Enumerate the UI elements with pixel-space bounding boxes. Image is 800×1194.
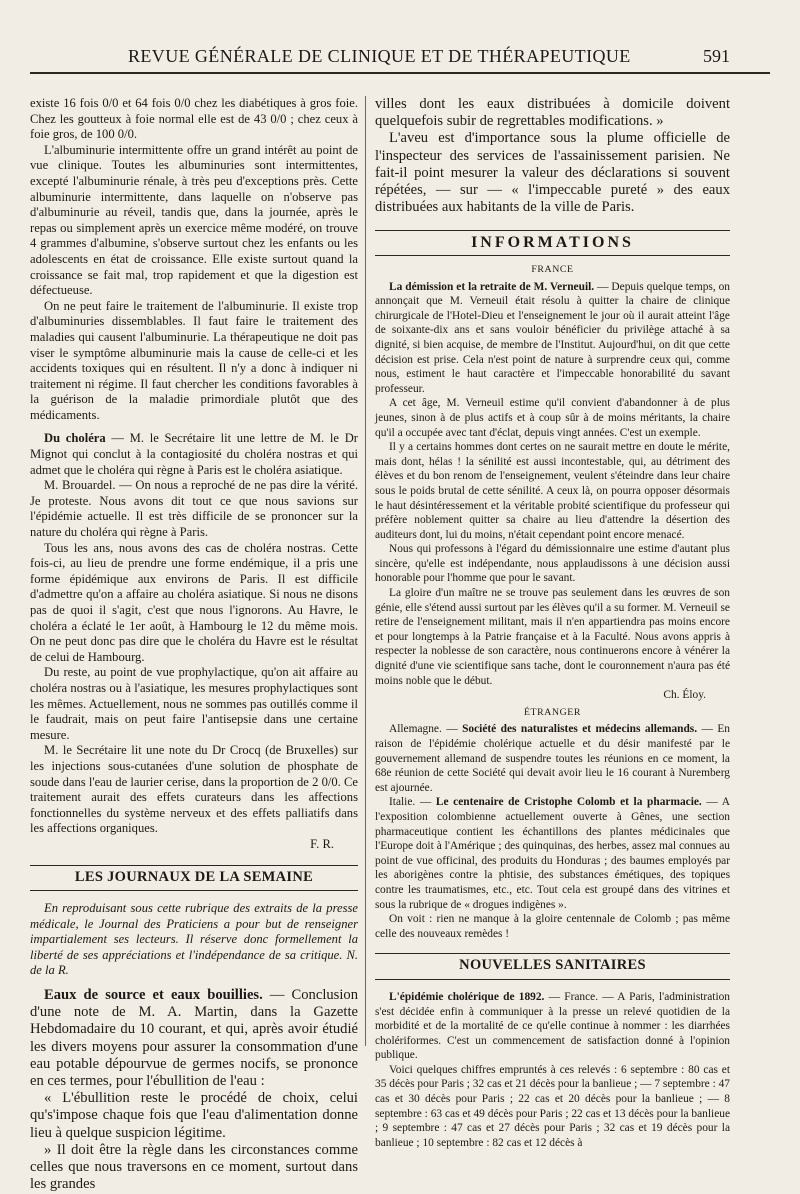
- signature: Ch. Éloy.: [663, 689, 706, 702]
- page-number: 591: [703, 46, 730, 66]
- paragraph: La gloire d'un maître ne se trouve pas seulement dans les œuvres de son génie, elle s'étend aussi surtout par les élèves qu'il a su former. M. Verneuil se retire de l'enseignement militant, mais il n'en appartiendra pas moins encore et pour longtemps à la Patrie française et à la Faculté. Nous avons appris à respecter la noblesse de son caractère, nous continuerons encore à vénérer la dignité d'une vie scientifique sans tache, dont le couronnement n'aura pas été moins noble que le début.: [375, 587, 730, 687]
- italie-heading: Le centenaire de Cristophe Colomb et la pharmacie.: [435, 796, 702, 809]
- verneuil-paragraph: La démission et la retraite de M. Verneuil. — Depuis quelque temps, on annonçait que M. Verneuil était résolu à quitter la chaire de clinique chirurgicale de l'Hotel-Dieu et l'enseignement le jour où il aurait atteint l'âge de soixante-dix ans et sans vouloir bénéficier du privilège attaché à sa dignité, si bien acquise, de membre de l'Institut. Aujourd'hui, on dit que cette décision est prise. Cela n'est point de nature à surprendre ceux qui, comme nous, estiment le haut caractère et l'impeccable honorabilité du savant professeur.: [375, 280, 731, 395]
- section-heading: LES JOURNAUX DE LA SEMAINE: [30, 865, 358, 892]
- right-column: [375, 96, 730, 1150]
- paragraph: » Il doit être la règle dans les circonstances comme celles que nous traversons en ce moment, surtout dans les grandes: [30, 1141, 358, 1193]
- allemagne-paragraph: Allemagne. — Société des naturalistes et médecins allemands. — En raison de l'épidémie cholérique actuelle et du désir manifesté par le gouvernement allemand de suspendre toutes les réunions en ce moment, la 68e réunion de cette Société qui devait avoir lieu le 16 courant à Nuremberg est ajournée.: [375, 723, 730, 794]
- allemagne-heading: Société des naturalistes et médecins allemands.: [462, 723, 698, 736]
- paragraph: Nous qui professons à l'égard du démissionnaire une estime d'autant plus sincère, qu'elle est indépendante, nous applaudissons à une décision aussi honorable pour l'homme que pour le savant.: [375, 543, 730, 585]
- informations-heading: INFORMATIONS: [375, 230, 730, 256]
- paragraph: Voici quelques chiffres empruntés à ces relevés : 6 septembre : 80 cas et 35 décès pour Paris ; 32 cas et 21 décès pour la banlieue ; — 7 septembre : 47 cas et 30 décès pour Paris ; 22 cas et 20 décès pour la banlieue ; — 8 septembre : 63 cas et 49 décès pour Paris ; 22 cas et 13 décès pour la banlieue ; 9 septembre : 47 cas et 27 décès pour Paris ; 32 cas et 19 décès pour la banlieue ; 10 septembre : 82 cas et 12 décès à: [375, 1063, 730, 1149]
- header-rule: [30, 72, 770, 74]
- subheading-etranger: ÉTRANGER: [523, 706, 582, 718]
- section-heading: NOUVELLES SANITAIRES: [375, 953, 730, 980]
- eaux-heading: Eaux de source et eaux bouillies.: [44, 987, 263, 1004]
- paragraph: Tous les ans, nous avons des cas de choléra nostras. Cette fois-ci, au lieu de prendre une forme endémique, il a pris une forme épidémique aux environs de Paris. Il est difficile d'admettre qu'on a affaire au choléra asiatique. Si nous ne disons pas de quoi il s'agit, c'est que nous l'ignorons. Au Havre, le choléra a éclaté le 1er août, à Hambourg le 12 du même mois. On ne peut donc pas dire que le choléra du Havre est le résultat de celui de Hambourg.: [30, 540, 358, 664]
- italie-paragraph: Italie. — Le centenaire de Cristophe Colomb et la pharmacie. — A l'exposition colombienne actuellement ouverte à Gênes, une section pharmaceutique contient les échantillons des plantes médicinales que l'Europe doit à l'Amérique ; des quinquinas, des herbes, assez mal connues au point de vue officinal, des produits du Honduras ; des baumes employés par les aborigènes contre la phtisie, des substances émétiques, des topiques contre les traumatismes, etc., etc. Tout cela est groupé dans des vitrines et sous la rubrique de « drogues indigènes ».: [375, 796, 730, 911]
- subheading-france: FRANCE: [531, 264, 574, 276]
- paragraph: A cet âge, M. Verneuil estime qu'il convient d'abandonner à de plus jeunes, sinon à de plus actifs et à coup sûr à de moins méritants, la chaire qu'il a occupée avec tant d'éclat, depuis vingt années. C'est un exemple.: [375, 397, 730, 439]
- cholera-paragraph: Du choléra — M. le Secrétaire lit une lettre de M. le Dr Mignot qui conclut à la contagiosité du choléra nostras et qui admet que le choléra qui règne à Paris est le choléra asiatique.: [30, 431, 358, 477]
- intro-note: En reproduisant sous cette rubrique des extraits de la presse médicale, le Journal des Praticiens a pour but de renseigner impartialement ses lecteurs. Il réserve donc formellement la liberté de ses appréciations et l'indépendance de sa critique. N. de la R.: [30, 901, 358, 978]
- country-label: Italie.: [389, 796, 416, 809]
- paragraph: villes dont les eaux distribuées à domicile doivent quelquefois subir de regrettables modifications. »: [375, 96, 730, 130]
- paragraph: existe 16 fois 0/0 et 64 fois 0/0 chez les diabétiques à gros foie. Chez les goutteux à foie normal elle est de 43 0/0 ; chez ceux à foie gros, de 100 0/0.: [30, 96, 358, 142]
- verneuil-heading: La démission et la retraite de M. Verneuil.: [389, 280, 595, 293]
- journal-title: REVUE GÉNÉRALE DE CLINIQUE ET DE THÉRAPEUTIQUE: [128, 46, 631, 66]
- paragraph: L'aveu est d'importance sous la plume officielle de l'inspecteur des services de l'assainissement parisien. Ne fait-il point mesurer la valeur des déclarations si souvent répétées, — sur — « l'impeccable pureté » des eaux distribuées aux habitants de la ville de Paris.: [375, 130, 730, 216]
- eaux-paragraph: Eaux de source et eaux bouillies. — Conclusion d'une note de M. A. Martin, dans la Gazette Hebdomadaire du 10 courant, et qui, après avoir étudié les divers moyens pour assurer la consommation d'une eau potable dépourvue de germes nocifs, se prononce en ces termes, pour l'ébullition de l'eau :: [30, 987, 358, 1090]
- paragraph: L'albuminurie intermittente offre un grand intérêt au point de vue clinique. Toutes les albuminuries sont intermittentes, excepté l'albuminurie rénale, à très peu d'exceptions près. Cette albuminurie intermittente, dans laquelle on n'observe pas d'albuminurie au réveil, tandis que, dans la journée, après le repas ou simplement après un exercice même modéré, on trouve 4 grammes d'albumine, s'observe surtout chez les enfants ou les adolescents en état de croissance. Elle existe surtout quand la croissance se fait mal, trop rapidement et que la digestion est défectueuse.: [30, 142, 358, 298]
- column-divider: [365, 96, 366, 1046]
- cholera-heading: Du choléra: [44, 431, 106, 446]
- signature: F. R.: [310, 836, 334, 851]
- paragraph: On voit : rien ne manque à la gloire centennale de Colomb ; pas même celle des nouveaux remèdes !: [375, 913, 730, 940]
- page-header: [30, 40, 770, 74]
- paragraph: On ne peut faire le traitement de l'albuminurie. Il existe trop d'albuminuries dissemblables. Il faut faire le traitement des maladies qui causent l'albuminurie. La thérapeutique ne doit pas viser le symptôme albuminurie mais la cause de celle-ci et les accidents toxiques qui en résultent. Il n'y a donc à indiquer ni traitement ni régime. Il faut chercher les conditions favorables à la guérison de la maladie primordiale plutôt que des médicaments.: [30, 298, 358, 422]
- paragraph: Du reste, au point de vue prophylactique, qu'on ait affaire au choléra nostras ou à l'asiatique, les mesures prophylactiques sont les mêmes. Actuellement, nous ne sommes pas outillés comme il le faudrait, mais on peut faire l'antisepsie dans une certaine mesure.: [30, 665, 358, 742]
- country-label: Allemagne.: [389, 723, 442, 736]
- epidemie-heading: L'épidémie cholérique de 1892.: [389, 990, 545, 1003]
- paragraph: « L'ébullition reste le procédé de choix, celui qu's'impose chaque fois que l'eau d'alimentation donne lieu à quelque suspicion légitime.: [30, 1090, 358, 1141]
- paragraph: M. le Secrétaire lit une note du Dr Crocq (de Bruxelles) sur les injections sous-cutanées d'une solution de phosphate de soude dans l'eau de laurier cerise, dans la proportion de 2 0/0. Ce traitement aurait des effets curateurs dans les affections fonctionnelles du système nerveux et des effets palliatifs dans les affections organiques.: [30, 743, 358, 836]
- paragraph: M. Brouardel. — On nous a reproché de ne pas dire la vérité. Je proteste. Nous avons dit tout ce que nous savions sur l'épidémie actuelle. Il est très difficile de se prononcer sur la nature du choléra qui règne à Paris.: [30, 478, 358, 540]
- paragraph: Il y a certains hommes dont certes on ne saurait mettre en doute le mérite, mais dont, hélas ! la sénilité est aussi incontestable, qui, au détriment des élèves et du bon renom de l'enseignement, veulent s'éteindre dans leur chaire sous le poids brutal de cette sénilité. A ceux là, on pourra opposer désormais le haut désintéressement et la véritable probité scientifique du professeur qui préfère noblement quitter sa chaire au lieu d'attendre la désertion des auditeurs dont, lui du moins, n'était cependant point encore menacé.: [375, 441, 730, 541]
- left-column: [30, 96, 358, 1194]
- epidemie-paragraph: L'épidémie cholérique de 1892. — France. — A Paris, l'administration s'est décidée enfin à communiquer à la presse un relevé quotidien de la morbidité et de la mortalité de ce qu'elle continue à nommer : les diarrhées cholériformes. C'est un commencement de satisfaction donné à l'opinion publique.: [375, 990, 731, 1062]
